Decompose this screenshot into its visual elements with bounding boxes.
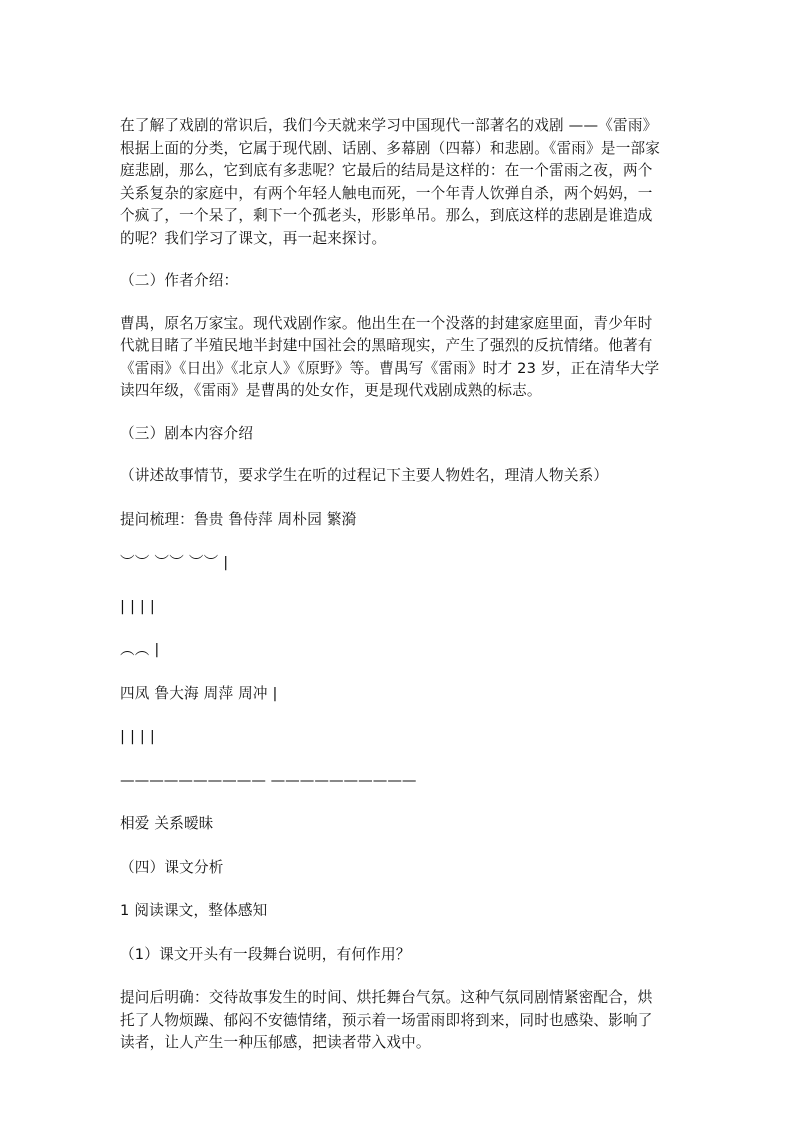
text-line: 托了人物烦躁、郁闷不安德情绪，预示着一场雷雨即将到来，同时也感染、影响了 bbox=[120, 1011, 653, 1029]
text-line: 提问后明确：交待故事发生的时间、烘托舞台气氛。这种气氛同剧情紧密配合，烘 bbox=[120, 989, 653, 1006]
text-line: 曹禺，原名万家宝。现代戏剧作家。他出生在一个没落的封建家庭里面，青少年时 bbox=[120, 314, 653, 332]
chart-line: 四凤 鲁大海 周萍 周冲 | bbox=[120, 684, 278, 702]
document-page bbox=[120, 115, 680, 1055]
plot-instruction: （讲述故事情节，要求学生在听的过程记下主要人物姓名，理清人物关系） bbox=[120, 467, 609, 484]
chart-line: 相爱 关系暧昧 bbox=[120, 815, 214, 832]
section-heading-author: （二）作者介绍： bbox=[120, 272, 239, 289]
chart-line: ︵︵ | bbox=[120, 641, 160, 658]
chart-line: | | | | bbox=[120, 728, 155, 745]
text-line: 读四年级，《雷雨》是曹禺的处女作，更是现代戏剧成熟的标志。 bbox=[120, 382, 542, 399]
text-line: 个疯了，一个呆了，剩下一个孤老头，形影单吊。那么，到底这样的悲剧是谁造成 bbox=[120, 207, 653, 224]
text-line: 庭悲剧，那么，它到底有多悲呢？它最后的结局是这样的：在一个雷雨之夜，两个 bbox=[120, 162, 653, 179]
text-line: 读者，让人产生一种压郁感，把读者带入戏中。 bbox=[120, 1034, 431, 1051]
chart-line: ︶︶ ︶︶ ︶︶ | bbox=[120, 554, 229, 571]
chart-line: 提问梳理：鲁贵 鲁侍萍 周朴园 繁漪 bbox=[120, 510, 357, 528]
section-heading-plot: （三）剧本内容介绍 bbox=[120, 424, 254, 442]
text-line: 根据上面的分类，它属于现代剧、话剧、多幕剧（四幕）和悲剧。《雷雨》是一部家 bbox=[120, 139, 661, 157]
text-line: 《雷雨》《日出》《北京人》《原野》等。曹禺写《雷雨》时才 23 岁，正在清华大学 bbox=[120, 359, 660, 377]
subheading-reading: 1 阅读课文，整体感知 bbox=[120, 902, 268, 919]
answer-paragraph bbox=[120, 987, 680, 1055]
character-relationship-chart bbox=[120, 509, 680, 836]
chart-line: —————————— —————————— bbox=[120, 771, 417, 789]
author-paragraph bbox=[120, 313, 680, 403]
text-line: 的呢？我们学习了课文，再一起来探讨。 bbox=[120, 229, 387, 247]
question-text: （1）课文开头有一段舞台说明，有何作用？ bbox=[120, 945, 411, 963]
text-line: 代就目睹了半殖民地半封建中国社会的黑暗现实，产生了强烈的反抗情绪。他著有 bbox=[120, 337, 653, 354]
intro-paragraph bbox=[120, 115, 680, 250]
chart-line: | | | | bbox=[120, 597, 155, 615]
text-line: 在了解了戏剧的常识后，我们今天就来学习中国现代一部著名的戏剧 ——《雷雨》 bbox=[120, 117, 658, 134]
text-line: 关系复杂的家庭中，有两个年轻人触电而死，一个年青人饮弹自杀，两个妈妈，一 bbox=[120, 184, 653, 202]
section-heading-analysis: （四）课文分析 bbox=[120, 858, 224, 876]
